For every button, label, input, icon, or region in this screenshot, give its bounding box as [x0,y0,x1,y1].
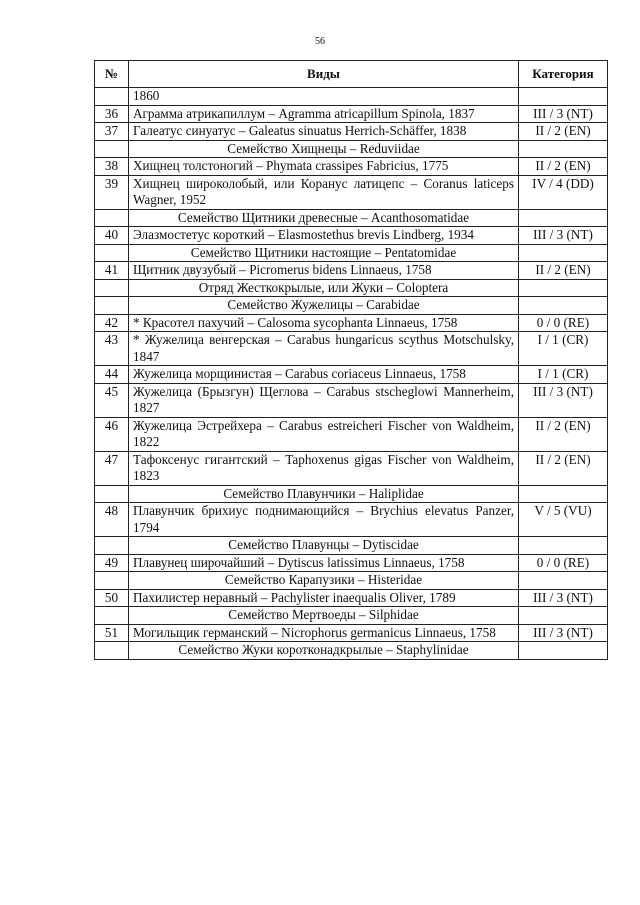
section-label: Семейство Карапузики – Histeridae [129,572,519,590]
header-species: Виды [129,61,519,88]
section-category-cell [519,244,608,262]
section-row [95,642,608,660]
section-row [95,244,608,262]
category: I / 1 (CR) [519,366,608,384]
species-name: * Жужелица венгерская – Carabus hungaricus scythus Motschulsky, 1847 [129,332,519,366]
table-row [95,554,608,572]
species-name: Щитник двузубый – Picromerus bidens Linnaeus, 1758 [129,262,519,280]
section-category-cell [519,642,608,660]
section-label: Семейство Жуки коротконадкрылые – Staphylinidae [129,642,519,660]
species-name: Плавунец широчайший – Dytiscus latissimus Linnaeus, 1758 [129,554,519,572]
table-row [95,332,608,366]
table-row [95,227,608,245]
section-category-cell [519,572,608,590]
row-number: 37 [95,123,129,141]
table-row [95,105,608,123]
section-num-cell [95,642,129,660]
section-category-cell [519,297,608,315]
section-label: Семейство Мертвоеды – Silphidae [129,607,519,625]
section-category-cell [519,485,608,503]
species-name: Элазмостетус короткий – Elasmostethus brevis Lindberg, 1934 [129,227,519,245]
table-row [95,451,608,485]
row-number: 47 [95,451,129,485]
section-label: Семейство Плавунцы – Dytiscidae [129,537,519,555]
species-name: Жужелица Эстрейхера – Carabus estreicheri Fischer von Waldheim, 1822 [129,417,519,451]
row-number: 48 [95,503,129,537]
category: III / 3 (NT) [519,383,608,417]
category: IV / 4 (DD) [519,175,608,209]
section-row [95,297,608,315]
species-name: Могильщик германский – Nicrophorus germanicus Linnaeus, 1758 [129,624,519,642]
row-number: 40 [95,227,129,245]
row-number: 38 [95,158,129,176]
category: III / 3 (NT) [519,227,608,245]
section-label: Семейство Плавунчики – Haliplidae [129,485,519,503]
row-number: 51 [95,624,129,642]
species-name: 1860 [129,88,519,106]
table-header-row [95,61,608,88]
section-num-cell [95,297,129,315]
section-num-cell [95,607,129,625]
header-category: Категория [519,61,608,88]
table-row [95,383,608,417]
species-name: Жужелица морщинистая – Carabus coriaceus Linnaeus, 1758 [129,366,519,384]
category: 0 / 0 (RE) [519,314,608,332]
species-name: Тафоксенус гигантский – Taphoxenus gigas Fischer von Waldheim, 1823 [129,451,519,485]
row-number: 36 [95,105,129,123]
category: I / 1 (CR) [519,332,608,366]
section-num-cell [95,537,129,555]
category: III / 3 (NT) [519,105,608,123]
section-label: Отряд Жесткокрылые, или Жуки – Coloptera [129,279,519,297]
page-number: 56 [315,36,325,47]
category [519,88,608,106]
section-num-cell [95,209,129,227]
species-name: Галеатус синуатус – Galeatus sinuatus Herrich-Schäffer, 1838 [129,123,519,141]
section-row [95,209,608,227]
species-name: Пахилистер неравный – Pachylister inaequalis Oliver, 1789 [129,589,519,607]
species-name: Хищнец широколобый, или Коранус латицепс – Coranus laticeps Wagner, 1952 [129,175,519,209]
category: II / 2 (EN) [519,123,608,141]
table-row [95,366,608,384]
species-table [94,60,608,660]
section-category-cell [519,607,608,625]
category: III / 3 (NT) [519,624,608,642]
table-row [95,88,608,106]
section-row [95,572,608,590]
table-row [95,175,608,209]
section-num-cell [95,572,129,590]
section-category-cell [519,209,608,227]
section-num-cell [95,485,129,503]
header-num: № [95,61,129,88]
section-row [95,537,608,555]
row-number [95,88,129,106]
category: II / 2 (EN) [519,417,608,451]
category: III / 3 (NT) [519,589,608,607]
row-number: 49 [95,554,129,572]
section-category-cell [519,279,608,297]
section-row [95,607,608,625]
table-row [95,123,608,141]
row-number: 45 [95,383,129,417]
species-name: Хищнец толстоногий – Phymata crassipes Fabricius, 1775 [129,158,519,176]
table-row [95,417,608,451]
section-num-cell [95,279,129,297]
row-number: 44 [95,366,129,384]
section-label: Семейство Хищнецы – Reduviidae [129,140,519,158]
row-number: 39 [95,175,129,209]
row-number: 43 [95,332,129,366]
section-row [95,140,608,158]
section-label: Семейство Жужелицы – Carabidae [129,297,519,315]
table-row [95,314,608,332]
category: II / 2 (EN) [519,451,608,485]
category: 0 / 0 (RE) [519,554,608,572]
category: II / 2 (EN) [519,158,608,176]
row-number: 42 [95,314,129,332]
table-row [95,262,608,280]
species-name: * Красотел пахучий – Calosoma sycophanta Linnaeus, 1758 [129,314,519,332]
table-row [95,624,608,642]
section-category-cell [519,140,608,158]
row-number: 50 [95,589,129,607]
species-name: Аграмма атрикапиллум – Agramma atricapillum Spinola, 1837 [129,105,519,123]
table-body [95,88,608,660]
table-row [95,589,608,607]
species-name: Плавунчик брихиус поднимающийся – Brychius elevatus Panzer, 1794 [129,503,519,537]
section-num-cell [95,244,129,262]
row-number: 41 [95,262,129,280]
table-row [95,158,608,176]
category: II / 2 (EN) [519,262,608,280]
section-row [95,485,608,503]
table-row [95,503,608,537]
row-number: 46 [95,417,129,451]
category: V / 5 (VU) [519,503,608,537]
section-label: Семейство Щитники древесные – Acanthosomatidae [129,209,519,227]
species-name: Жужелица (Брызгун) Щеглова – Carabus stscheglowi Mannerheim, 1827 [129,383,519,417]
section-category-cell [519,537,608,555]
section-num-cell [95,140,129,158]
section-row [95,279,608,297]
section-label: Семейство Щитники настоящие – Pentatomidae [129,244,519,262]
